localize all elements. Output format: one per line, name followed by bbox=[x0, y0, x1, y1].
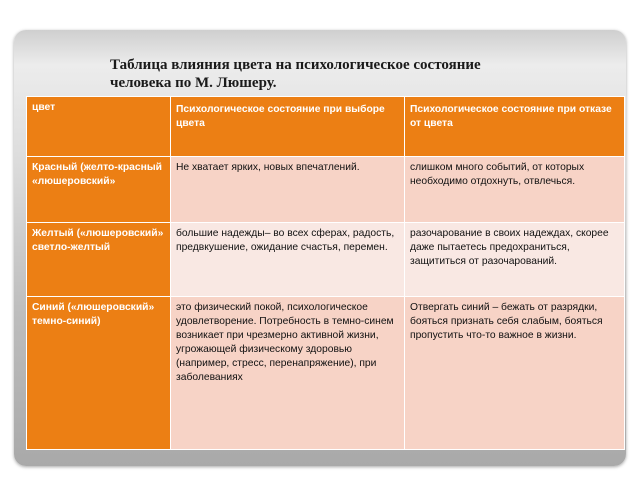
cell-refusal-blue: Отвергать синий – бежать от разрядки, бояться признать себя слабым, бояться пропустить что-то важное в жизни. bbox=[405, 297, 625, 450]
cell-refusal-red: слишком много событий, от которых необходимо отдохнуть, отвлечься. bbox=[405, 157, 625, 223]
page-title: Таблица влияния цвета на психологическое состояние человека по М. Люшеру. bbox=[110, 57, 481, 91]
table-row bbox=[27, 157, 625, 223]
table-row bbox=[27, 297, 625, 450]
row-color-red: Красный (желто-красный «люшеровский» bbox=[27, 157, 171, 223]
header-color: цвет bbox=[27, 97, 171, 157]
row-color-yellow: Желтый («люшеровский» светло-желтый bbox=[27, 223, 171, 297]
header-choice: Психологическое состояние при выборе цвета bbox=[171, 97, 405, 157]
cell-choice-yellow: большие надежды– во всех сферах, радость, предвкушение, ожидание счастья, перемен. bbox=[171, 223, 405, 297]
table-header-row bbox=[27, 97, 625, 157]
row-color-blue: Синий («люшеровский» темно-синий) bbox=[27, 297, 171, 450]
header-refusal: Психологическое состояние при отказе от цвета bbox=[405, 97, 625, 157]
cell-choice-blue: это физический покой, психологическое удовлетворение. Потребность в темно-синем возникает при чрезмерно активной жизни, угрожающей физическому здоровью (например, стресс, перенапряжение), при заболеваниях bbox=[171, 297, 405, 450]
cell-choice-red: Не хватает ярких, новых впечатлений. bbox=[171, 157, 405, 223]
color-influence-table bbox=[26, 96, 625, 450]
table-row bbox=[27, 223, 625, 297]
cell-refusal-yellow: разочарование в своих надеждах, скорее даже пытаетесь предохраниться, защититься от разочарований. bbox=[405, 223, 625, 297]
